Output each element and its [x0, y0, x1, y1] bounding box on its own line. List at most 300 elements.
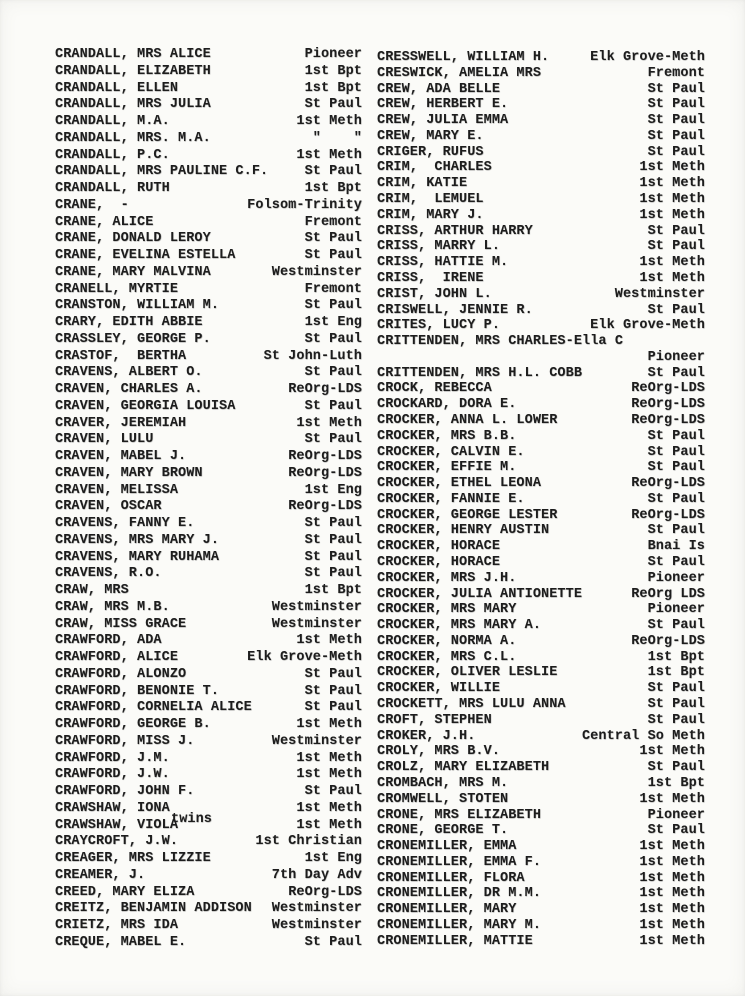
congregation-name: St Paul: [647, 113, 705, 129]
index-entry: [377, 208, 705, 224]
person-name: CRITTENDEN, MRS CHARLES-Ella C: [377, 334, 624, 350]
index-entry: [377, 476, 705, 492]
person-name: CRAYCROFT, J.W.: [55, 834, 179, 850]
index-entry: [377, 508, 705, 524]
index-entry: [377, 934, 705, 950]
congregation-name: Pioneer: [647, 570, 705, 586]
person-name: CROCKER, HORACE: [377, 539, 501, 555]
congregation-name: St Paul: [647, 128, 705, 144]
person-name: CRISS, IRENE: [377, 270, 484, 286]
congregation-name: 1st Meth: [296, 633, 362, 649]
congregation-name: ReOrg-LDS: [631, 476, 705, 492]
congregation-name: St Paul: [304, 683, 362, 699]
congregation-name: St Paul: [304, 298, 362, 314]
person-name: CRONE, GEORGE T.: [377, 823, 509, 839]
person-name: CRAVEN, MELISSA: [55, 482, 179, 498]
index-entry: [377, 523, 705, 539]
index-entry: [377, 665, 705, 681]
congregation-name: 1st Meth: [639, 886, 705, 902]
congregation-name: St Paul: [304, 97, 362, 113]
person-name: CROCKER, CALVIN E.: [377, 444, 525, 460]
congregation-name: St Paul: [304, 934, 362, 950]
person-name: CRANSTON, WILLIAM M.: [55, 298, 220, 314]
congregation-name: ReOrg-LDS: [631, 633, 705, 649]
index-entry: [55, 717, 362, 734]
index-entry: [55, 81, 362, 98]
person-name: CRANDALL, MRS JULIA: [55, 97, 211, 113]
congregation-name: 1st Christian: [255, 834, 362, 850]
person-name: CRAWFORD, GEORGE B.: [55, 717, 211, 732]
person-name: CRIST, JOHN L.: [377, 286, 492, 302]
congregation-name: 1st Meth: [296, 800, 362, 816]
person-name: CROLY, MRS B.V.: [377, 744, 501, 760]
index-entry: [55, 131, 362, 148]
congregation-name: 1st Bpt: [647, 665, 705, 681]
index-entry: [55, 885, 362, 902]
index-entry: [377, 271, 705, 287]
person-name: CROCKER, ANNA L. LOWER: [377, 412, 558, 428]
index-entry: [377, 602, 705, 618]
congregation-name: Pioneer: [647, 807, 705, 823]
person-name: CROCKER, HORACE: [377, 555, 501, 570]
person-name: CRANDALL, MRS. M.A.: [55, 130, 211, 146]
person-name: CRAVEN, MABEL J.: [55, 449, 187, 464]
congregation-name: 1st Meth: [296, 817, 362, 833]
index-entry: [377, 823, 705, 839]
index-entry: [55, 466, 362, 483]
person-name: CRISWELL, JENNIE R.: [377, 302, 533, 318]
index-entry: [377, 366, 705, 382]
index-entry: [55, 834, 362, 851]
congregation-name: Pioneer: [304, 47, 362, 62]
congregation-name: 1st Meth: [296, 767, 362, 783]
index-entry: [377, 539, 705, 555]
person-name: CRAVEN, OSCAR: [55, 499, 162, 515]
index-entry: [377, 97, 705, 113]
person-name: CREQUE, MABEL E.: [55, 934, 187, 950]
congregation-name: St Paul: [647, 302, 705, 318]
index-entry: [377, 792, 705, 808]
congregation-name: 1st Meth: [296, 415, 362, 431]
congregation-name: Westminster: [271, 918, 362, 933]
congregation-name: Elk Grove-Meth: [590, 318, 705, 334]
person-name: CRANE, EVELINA ESTELLA: [55, 248, 236, 263]
person-name: CROMBACH, MRS M.: [377, 775, 509, 791]
congregation-name: Westminster: [271, 616, 362, 632]
index-entry: [377, 145, 705, 161]
congregation-name: St Paul: [647, 365, 705, 381]
person-name: CRITTENDEN, MRS H.L. COBB: [377, 365, 583, 381]
index-entry: [55, 248, 362, 265]
congregation-name: Elk Grove-Meth: [247, 650, 362, 665]
person-name: CRAWFORD, MISS J.: [55, 733, 195, 749]
congregation-name: St Paul: [304, 248, 362, 263]
index-entry: [377, 82, 705, 98]
congregation-name: 1st Meth: [639, 744, 705, 760]
congregation-name: 1st Meth: [639, 192, 705, 208]
person-name: CRAWSHAW, VIOLA: [55, 817, 179, 833]
index-entry: [55, 935, 362, 952]
person-name: CRIETZ, MRS IDA: [55, 918, 179, 933]
index-entry: [377, 350, 705, 366]
congregation-name: St John-Luth: [263, 348, 362, 364]
person-name: CREAMER, J.: [55, 867, 146, 883]
congregation-name: St Paul: [304, 784, 362, 799]
congregation-name: Westminster: [271, 733, 362, 749]
person-name: CRAVENS, R.O.: [55, 566, 162, 582]
index-entry: [55, 566, 362, 583]
person-name: CREW, MARY E.: [377, 128, 484, 144]
index-entry: [377, 445, 705, 461]
person-name: CROCKER, EFFIE M.: [377, 460, 517, 476]
index-entry: [55, 231, 362, 248]
congregation-name: Westminster: [271, 264, 362, 280]
index-entry: [55, 483, 362, 500]
person-name: CRONEMILLER, MARY: [377, 902, 517, 918]
index-entry: [55, 449, 362, 466]
person-name: CRAWFORD, JOHN F.: [55, 784, 195, 799]
index-entry: [55, 282, 362, 299]
congregation-name: St Paul: [647, 491, 705, 507]
person-name: CRIM, CHARLES: [377, 160, 492, 176]
congregation-name: St Paul: [304, 365, 362, 381]
person-name: CROCKER, FANNIE E.: [377, 491, 525, 507]
person-name: CREW, ADA BELLE: [377, 81, 501, 97]
person-name: CRAVEN, GEORGIA LOUISA: [55, 398, 236, 414]
congregation-name: 1st Meth: [639, 870, 705, 886]
congregation-name: Fremont: [304, 281, 362, 297]
person-name: CRONEMILLER, MATTIE: [377, 933, 533, 949]
person-name: CRAW, MISS GRACE: [55, 616, 187, 632]
person-name: CRANDALL, ELIZABETH: [55, 63, 211, 79]
person-name: CROCKER, HENRY AUSTIN: [377, 523, 550, 539]
congregation-name: St Paul: [647, 444, 705, 460]
congregation-name: 1st Meth: [639, 791, 705, 807]
index-entry: [377, 192, 705, 208]
congregation-name: St Paul: [304, 432, 362, 448]
index-entry: [377, 886, 705, 902]
congregation-name: 1st Bpt: [647, 775, 705, 791]
congregation-name: St Paul: [304, 164, 362, 180]
index-entry: [377, 634, 705, 650]
congregation-name: St Paul: [647, 81, 705, 97]
person-name: CRIM, LEMUEL: [377, 192, 484, 208]
congregation-name: ReOrg-LDS: [288, 465, 362, 481]
person-name: CRANE, ALICE: [55, 214, 154, 230]
person-name: CRANDALL, M.A.: [55, 114, 170, 129]
congregation-name: 1st Bpt: [304, 63, 362, 79]
index-entry: [377, 50, 705, 66]
index-entry: [377, 129, 705, 145]
congregation-name: St Paul: [304, 331, 362, 347]
person-name: CRAWFORD, CORNELIA ALICE: [55, 700, 252, 716]
index-entry: [55, 583, 362, 600]
index-entry: [55, 851, 362, 868]
congregation-name: ReOrg-LDS: [288, 499, 362, 515]
person-name: CRONEMILLER, EMMA: [377, 839, 517, 855]
index-entry: [55, 64, 362, 81]
person-name: CRIGER, RUFUS: [377, 144, 484, 160]
congregation-name: St Paul: [647, 823, 705, 839]
index-entry: [377, 381, 705, 397]
congregation-name: ReOrg-LDS: [631, 507, 705, 523]
congregation-name: ReOrg-LDS: [631, 412, 705, 428]
index-entry: [377, 113, 705, 129]
index-entry: [55, 650, 362, 667]
person-name: CRISS, ARTHUR HARRY: [377, 223, 533, 239]
index-entry: [377, 618, 705, 634]
person-name: CROCKARD, DORA E.: [377, 397, 517, 413]
congregation-name: St Paul: [304, 666, 362, 682]
congregation-name: St Paul: [304, 700, 362, 716]
index-entry: [55, 516, 362, 533]
congregation-name: " ": [312, 130, 362, 146]
person-name: CROCKETT, MRS LULU ANNA: [377, 697, 566, 713]
congregation-name: 1st Meth: [639, 160, 705, 176]
person-name: CRONEMILLER, FLORA: [377, 870, 525, 886]
person-name: CROCKER, MRS MARY: [377, 602, 517, 618]
index-entry: [55, 416, 362, 433]
person-name: CRAWFORD, J.W.: [55, 767, 170, 783]
index-entry: [377, 287, 705, 303]
index-entry: [55, 198, 362, 215]
person-name: CRITES, LUCY P.: [377, 318, 501, 334]
person-name: CRONEMILLER, EMMA F.: [377, 854, 542, 870]
congregation-name: ReOrg-LDS: [288, 449, 362, 464]
congregation-name: Fremont: [647, 65, 705, 81]
congregation-name: St Paul: [647, 697, 705, 713]
index-entry: [55, 332, 362, 349]
congregation-name: St Paul: [304, 549, 362, 565]
congregation-name: St Paul: [647, 428, 705, 444]
person-name: CRAVENS, ALBERT O.: [55, 365, 203, 381]
congregation-name: Pioneer: [647, 349, 705, 365]
person-name: CRAVEN, LULU: [55, 432, 154, 448]
congregation-name: 1st Eng: [304, 482, 362, 498]
person-name: CRASTOF, BERTHA: [55, 348, 187, 364]
person-name: CRISS, MARRY L.: [377, 239, 501, 255]
index-entry: [377, 397, 705, 413]
congregation-name: 1st Meth: [639, 255, 705, 271]
congregation-name: St Paul: [647, 223, 705, 239]
person-name: CRANELL, MYRTIE: [55, 281, 179, 297]
index-entry: [377, 66, 705, 82]
person-name: CRANDALL, MRS PAULINE C.F.: [55, 164, 269, 180]
index-entry: [55, 767, 362, 784]
person-name: CROCKER, WILLIE: [377, 681, 501, 697]
congregation-name: 1st Bpt: [304, 583, 362, 598]
index-entry: [377, 808, 705, 824]
index-entry: [377, 460, 705, 476]
person-name: CRANDALL, MRS ALICE: [55, 47, 211, 62]
congregation-name: Folsom-Trinity: [247, 197, 362, 213]
person-name: CRAWFORD, BENONIE T.: [55, 683, 220, 699]
person-name: CRIM, KATIE: [377, 176, 468, 192]
person-name: CROCK, REBECCA: [377, 381, 492, 397]
index-entry: [377, 902, 705, 918]
person-name: CROCKER, JULIA ANTIONETTE: [377, 586, 583, 602]
person-name: CRESWICK, AMELIA MRS: [377, 65, 542, 81]
person-name: CRANDALL, P.C.: [55, 147, 170, 163]
person-name: CROCKER, ETHEL LEONA: [377, 476, 542, 492]
index-entry: [55, 751, 362, 768]
index-entry: [377, 555, 705, 571]
congregation-name: St Paul: [647, 712, 705, 728]
index-entry: [377, 697, 705, 713]
congregation-name: ReOrg-LDS: [288, 884, 362, 900]
congregation-name: 1st Meth: [639, 854, 705, 870]
index-entry: [377, 776, 705, 792]
index-entry: [55, 148, 362, 165]
index-entry: [55, 298, 362, 315]
congregation-name: ReOrg LDS: [631, 586, 705, 602]
index-entry: [55, 617, 362, 634]
congregation-name: 1st Meth: [639, 270, 705, 286]
person-name: CROCKER, MRS MARY A.: [377, 618, 542, 634]
person-name: CRAWFORD, ALONZO: [55, 666, 187, 682]
person-name: CREW, JULIA EMMA: [377, 113, 509, 129]
index-entry: [377, 855, 705, 871]
index-entry: [55, 432, 362, 449]
index-entry: [55, 181, 362, 198]
index-entry: [55, 365, 362, 382]
congregation-name: St Paul: [304, 516, 362, 531]
index-entry: [55, 600, 362, 617]
congregation-name: St Paul: [647, 97, 705, 113]
index-entry: [55, 265, 362, 282]
congregation-name: St Paul: [647, 760, 705, 776]
index-entry: [55, 382, 362, 399]
person-name: CRAVEN, MARY BROWN: [55, 465, 203, 481]
person-name: CRAW, MRS: [55, 583, 129, 598]
person-name: CRANDALL, RUTH: [55, 181, 170, 196]
index-entry: [377, 918, 705, 934]
index-entry: [55, 114, 362, 131]
person-name: CROKER, J.H.: [377, 728, 476, 744]
index-entry: [55, 349, 362, 366]
congregation-name: 1st Meth: [639, 902, 705, 918]
congregation-name: Fremont: [304, 214, 362, 230]
index-entry: [55, 667, 362, 684]
index-entry: [377, 160, 705, 176]
congregation-name: St Paul: [647, 523, 705, 539]
congregation-name: 1st Meth: [296, 750, 362, 766]
index-entry: [55, 684, 362, 701]
congregation-name: 1st Meth: [639, 933, 705, 949]
person-name: CRANE, DONALD LEROY: [55, 231, 211, 247]
congregation-name: 1st Meth: [639, 176, 705, 192]
person-name: CROLZ, MARY ELIZABETH: [377, 760, 550, 776]
person-name: CRARY, EDITH ABBIE: [55, 315, 203, 330]
index-entry: [55, 215, 362, 232]
congregation-name: Pioneer: [647, 602, 705, 618]
person-name: CREED, MARY ELIZA: [55, 884, 195, 900]
person-name: CRAWFORD, J.M.: [55, 750, 170, 766]
congregation-name: 1st Meth: [639, 917, 705, 933]
congregation-name: St Paul: [304, 231, 362, 247]
index-entry: [377, 492, 705, 508]
right-column: [377, 50, 705, 950]
index-entry: [377, 224, 705, 240]
index-entry: [55, 700, 362, 717]
index-entry: [377, 681, 705, 697]
congregation-name: St Paul: [304, 532, 362, 548]
congregation-name: 1st Bpt: [647, 649, 705, 665]
congregation-name: St Paul: [647, 555, 705, 570]
index-entry: [377, 650, 705, 666]
index-entry: [377, 571, 705, 587]
person-name: CRAVENS, FANNY E.: [55, 516, 195, 531]
congregation-name: Westminster: [271, 901, 362, 917]
index-entry: [377, 744, 705, 760]
index-entry: [377, 713, 705, 729]
index-entry: [55, 164, 362, 181]
person-name: CRESSWELL, WILLIAM H.: [377, 50, 550, 65]
index-entry: [55, 399, 362, 416]
person-name: CRAVER, JEREMIAH: [55, 415, 187, 431]
person-name: CREITZ, BENJAMIN ADDISON: [55, 901, 252, 917]
person-name: CROCKER, GEORGE LESTER: [377, 507, 558, 523]
congregation-name: 1st Eng: [304, 315, 362, 330]
index-entry: [377, 334, 705, 350]
congregation-name: St Paul: [647, 460, 705, 476]
person-name: CROCKER, MRS C.L.: [377, 649, 517, 665]
index-entry: [377, 303, 705, 319]
congregation-name: 1st Meth: [296, 717, 362, 732]
person-name: CRAVENS, MRS MARY J.: [55, 532, 220, 548]
person-name: CRIM, MARY J.: [377, 207, 484, 223]
person-name: CRANDALL, ELLEN: [55, 80, 179, 96]
congregation-name: 1st Bpt: [304, 80, 362, 96]
index-entry: [377, 429, 705, 445]
index-entry: [377, 176, 705, 192]
person-name: CRAWFORD, ALICE: [55, 650, 179, 665]
index-entry: [55, 868, 362, 885]
index-entry: [377, 413, 705, 429]
person-name: CREW, HERBERT E.: [377, 97, 509, 113]
person-name: CROCKER, MRS J.H.: [377, 570, 517, 586]
congregation-name: Central So Meth: [581, 728, 705, 744]
index-entry: [55, 784, 362, 801]
index-entry: [55, 550, 362, 567]
congregation-name: 1st Meth: [639, 207, 705, 223]
person-name: CRANE, -: [55, 197, 129, 213]
person-name: CROCKER, OLIVER LESLIE: [377, 665, 558, 681]
index-entry: [377, 839, 705, 855]
congregation-name: Westminster: [271, 599, 362, 615]
congregation-name: St Paul: [647, 239, 705, 255]
congregation-name: St Paul: [647, 681, 705, 697]
person-name: CRASSLEY, GEORGE P.: [55, 331, 211, 347]
person-name: CRANE, MARY MALVINA: [55, 264, 211, 280]
index-entry: [377, 729, 705, 745]
congregation-name: Bnai Is: [647, 539, 705, 555]
index-entry: [55, 97, 362, 114]
congregation-name: 1st Eng: [304, 851, 362, 866]
person-name: CROCKER, MRS B.B.: [377, 428, 517, 444]
twins-annotation: twins: [171, 812, 213, 827]
person-name: CRAW, MRS M.B.: [55, 599, 170, 615]
index-entry: [55, 734, 362, 751]
person-name: CREAGER, MRS LIZZIE: [55, 851, 211, 866]
index-entry: [55, 901, 362, 918]
congregation-name: 1st Meth: [639, 839, 705, 855]
congregation-name: ReOrg-LDS: [631, 397, 705, 413]
person-name: CROFT, STEPHEN: [377, 712, 492, 728]
index-entry: [55, 315, 362, 332]
congregation-name: ReOrg-LDS: [288, 382, 362, 397]
congregation-name: 7th Day Adv: [271, 867, 362, 883]
